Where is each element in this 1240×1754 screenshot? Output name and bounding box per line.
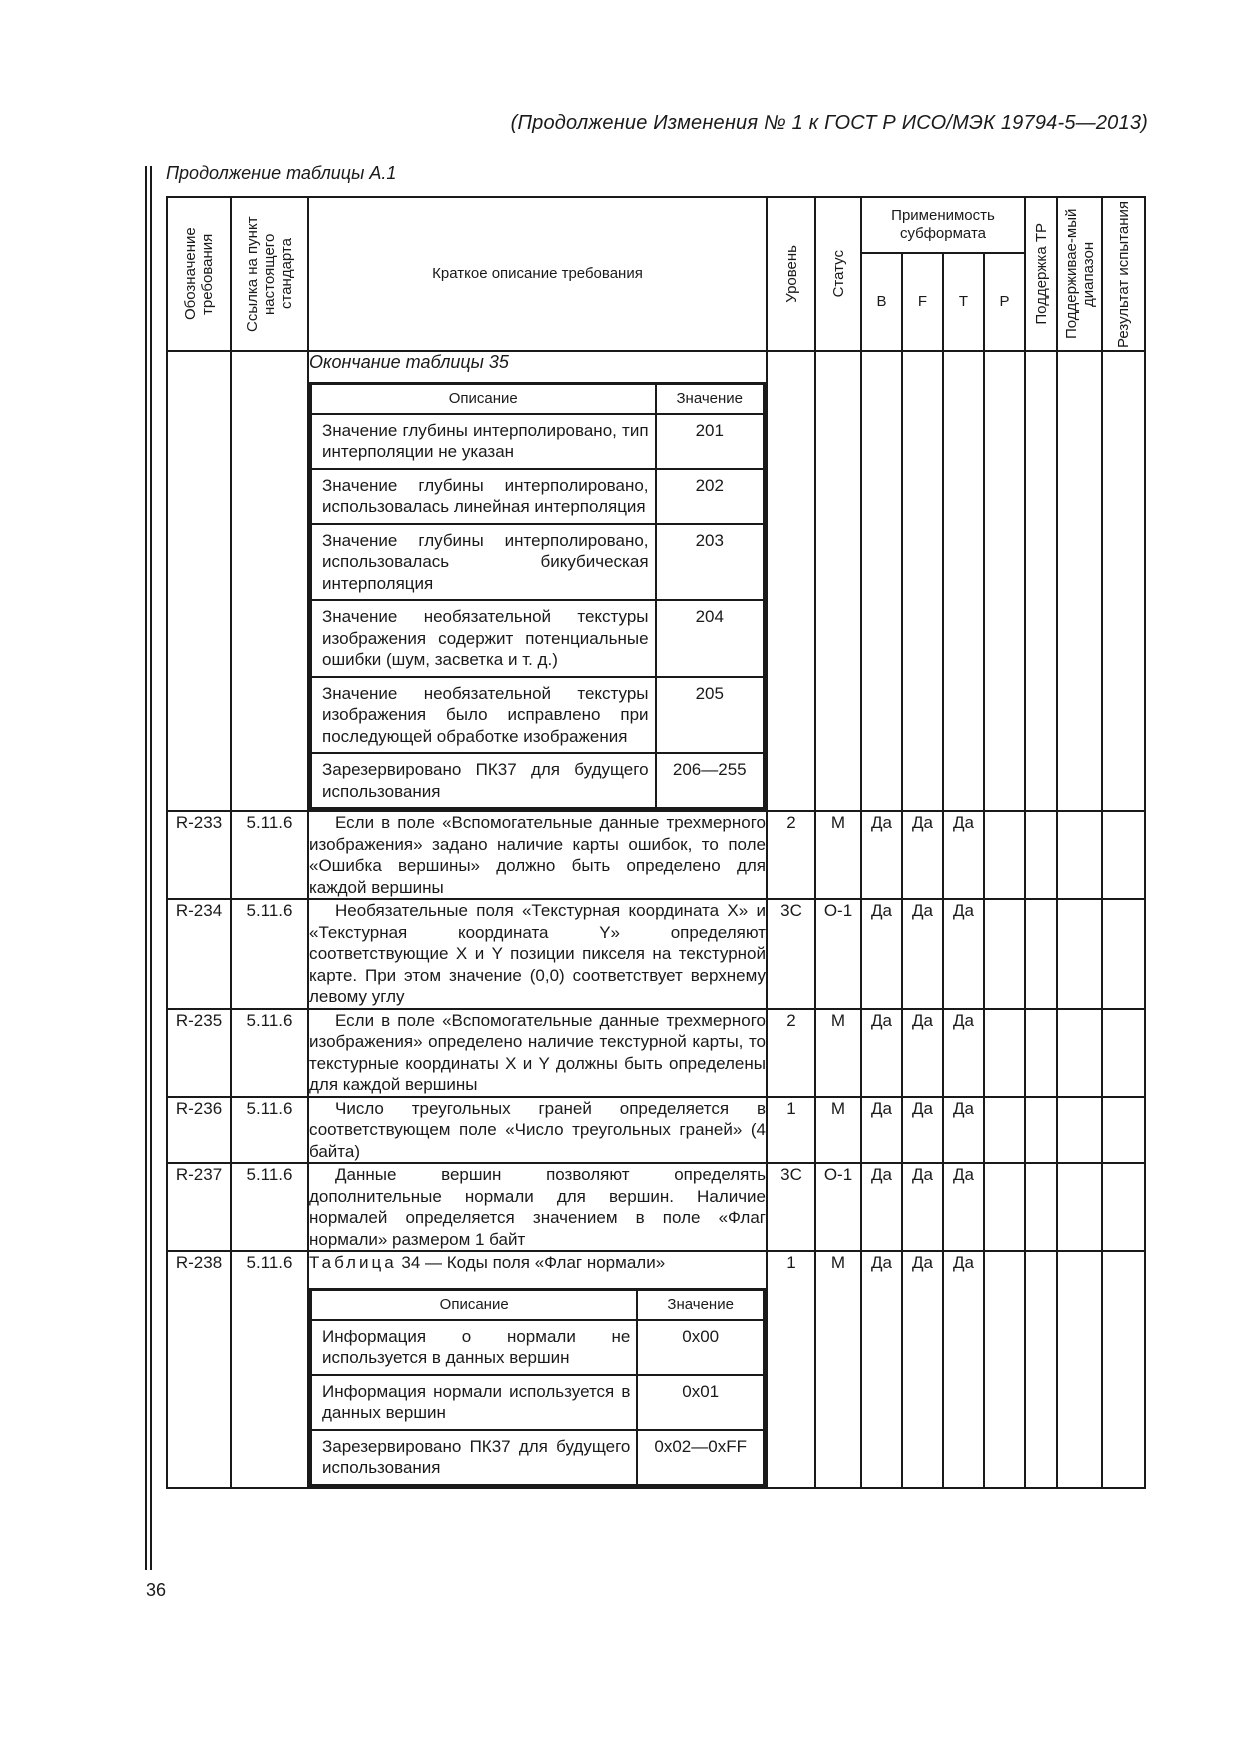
nested-value: 205: [656, 677, 765, 754]
clause-ref: 5.11.6: [231, 1163, 308, 1251]
nested-value: 203: [656, 524, 765, 601]
col-header-test-result: Результат испытания: [1102, 197, 1145, 351]
subformat-b: Да: [861, 1097, 902, 1164]
nested-row: [311, 469, 765, 524]
subformat-t: Да: [943, 811, 984, 899]
nested-row: [311, 677, 765, 754]
col-header-subformat-p: P: [984, 253, 1025, 351]
nested-description: Значение глубины интерполировано, использовалась линейная интерполяция: [311, 469, 656, 524]
status: M: [815, 1097, 861, 1164]
col-header-tp-support: Поддержка ТР: [1025, 197, 1057, 351]
nested-value: 0x00: [637, 1320, 764, 1375]
status: О-1: [815, 1163, 861, 1251]
table-continuation-label: Продолжение таблицы А.1: [166, 163, 397, 183]
nested-description: Значение глубины интерполировано, использовалась бикубическая интерполяция: [311, 524, 656, 601]
subformat-b: Да: [861, 1251, 902, 1488]
col-header-req-id: Обозначение требования: [167, 197, 231, 351]
requirement-description: Число треугольных граней определяется в соответствующем поле «Число треугольных граней» (4 байта): [309, 1098, 766, 1161]
nested-row: [311, 1375, 765, 1430]
col-header-subformat-b: B: [861, 253, 902, 351]
table-row-r-233: [167, 811, 1145, 899]
nested-row: [311, 1320, 765, 1375]
nested-table-title: Таблица 34 — Коды поля «Флаг нормали»: [309, 1253, 666, 1272]
subformat-t: Да: [943, 899, 984, 1009]
nested-row: [311, 600, 765, 677]
subformat-f: Да: [902, 899, 943, 1009]
table-row-r-234: [167, 899, 1145, 1009]
page-number: 36: [146, 1580, 167, 1600]
status: M: [815, 811, 861, 899]
nested-row: [311, 524, 765, 601]
nested-value: 204: [656, 600, 765, 677]
subformat-f: Да: [902, 1163, 943, 1251]
table-row-r-235: [167, 1009, 1145, 1097]
clause-ref: 5.11.6: [231, 1251, 308, 1488]
req-id: R-233: [167, 811, 231, 899]
clause-ref: 5.11.6: [231, 1009, 308, 1097]
req-id: R-237: [167, 1163, 231, 1251]
table-row-r-237: [167, 1163, 1145, 1251]
nested-description: Зарезервировано ПК37 для будущего использования: [311, 753, 656, 809]
nested-value: 202: [656, 469, 765, 524]
req-id: R-234: [167, 899, 231, 1009]
subformat-f: Да: [902, 1251, 943, 1488]
nested-value: 0x02—0xFF: [637, 1430, 764, 1486]
subformat-b: Да: [861, 1009, 902, 1097]
status: О-1: [815, 899, 861, 1009]
continuation-row: [167, 351, 1145, 811]
requirement-description: Если в поле «Вспомогательные данные трехмерного изображения» задано наличие карты ошибок, то поле «Ошибка вершины» должно быть определено для каждой вершины: [309, 813, 766, 897]
level: 3С: [767, 899, 815, 1009]
subformat-f: Да: [902, 1097, 943, 1164]
subformat-t: Да: [943, 1097, 984, 1164]
clause-ref: 5.11.6: [231, 811, 308, 899]
nested-description: Зарезервировано ПК37 для будущего использования: [311, 1430, 638, 1486]
level: 1: [767, 1251, 815, 1488]
table-row-r-238: [167, 1251, 1145, 1488]
level: 2: [767, 1009, 815, 1097]
col-header-supported-range: Поддерживае-мый диапазон: [1057, 197, 1102, 351]
col-header-subformat-f: F: [902, 253, 943, 351]
nested-description: Информация нормали используется в данных вершин: [311, 1375, 638, 1430]
level: 1: [767, 1097, 815, 1164]
nested-col-description: Описание: [311, 1289, 638, 1320]
nested-row: [311, 1430, 765, 1486]
subformat-f: Да: [902, 1009, 943, 1097]
margin-change-bars: [145, 166, 155, 1570]
requirement-description: Если в поле «Вспомогательные данные трехмерного изображения» определено наличие текстурной карты, то текстурные координаты X и Y должны быть определены для каждой вершины: [309, 1010, 766, 1094]
nested-description: Значение необязательной текстуры изображения было исправлено при последующей обработке изображения: [311, 677, 656, 754]
nested-col-value: Значение: [656, 383, 765, 414]
subformat-b: Да: [861, 1163, 902, 1251]
nested-col-description: Описание: [311, 383, 656, 414]
requirements-table: [166, 196, 1146, 1489]
nested-table-35: [309, 382, 766, 811]
status: M: [815, 1009, 861, 1097]
clause-ref: 5.11.6: [231, 899, 308, 1009]
requirement-description: Данные вершин позволяют определять дополнительные нормали для вершин. Наличие нормалей определяется значением в поле «Флаг нормали» размером 1 байт: [309, 1165, 766, 1249]
nested-table-34: [309, 1288, 766, 1487]
nested-value: 206—255: [656, 753, 765, 809]
col-header-status: Статус: [815, 197, 861, 351]
subformat-f: Да: [902, 811, 943, 899]
nested-value: 201: [656, 414, 765, 469]
subformat-b: Да: [861, 811, 902, 899]
requirement-description: Необязательные поля «Текстурная координата X» и «Текстурная координата Y» определяют соответствующие X и Y позиции пикселя на текстурной карте. При этом значение (0,0) соответствует верхнему левому углу: [309, 901, 766, 1006]
nested-row: [311, 753, 765, 809]
subformat-t: Да: [943, 1163, 984, 1251]
col-header-level: Уровень: [767, 197, 815, 351]
status: M: [815, 1251, 861, 1488]
nested-description: Значение необязательной текстуры изображения содержит потенциальные ошибки (шум, засветка и т. д.): [311, 600, 656, 677]
subformat-t: Да: [943, 1251, 984, 1488]
col-header-subformat-group: Применимость субформата: [861, 197, 1025, 253]
req-id: R-238: [167, 1251, 231, 1488]
col-header-description: Краткое описание требования: [308, 197, 767, 351]
nested-col-value: Значение: [637, 1289, 764, 1320]
nested-description: Значение глубины интерполировано, тип интерполяции не указан: [311, 414, 656, 469]
col-header-clause-ref: Ссылка на пункт настоящего стандарта: [231, 197, 308, 351]
nested-description: Информация о нормали не используется в данных вершин: [311, 1320, 638, 1375]
nested-table-caption: Окончание таблицы 35: [309, 352, 509, 372]
nested-value: 0x01: [637, 1375, 764, 1430]
subformat-t: Да: [943, 1009, 984, 1097]
nested-row: [311, 414, 765, 469]
running-header: (Продолжение Изменения № 1 к ГОСТ Р ИСО/МЭК 19794-5—2013): [510, 112, 1148, 134]
level: 3С: [767, 1163, 815, 1251]
level: 2: [767, 811, 815, 899]
req-id: R-236: [167, 1097, 231, 1164]
col-header-subformat-t: T: [943, 253, 984, 351]
clause-ref: 5.11.6: [231, 1097, 308, 1164]
table-row-r-236: [167, 1097, 1145, 1164]
subformat-b: Да: [861, 899, 902, 1009]
req-id: R-235: [167, 1009, 231, 1097]
